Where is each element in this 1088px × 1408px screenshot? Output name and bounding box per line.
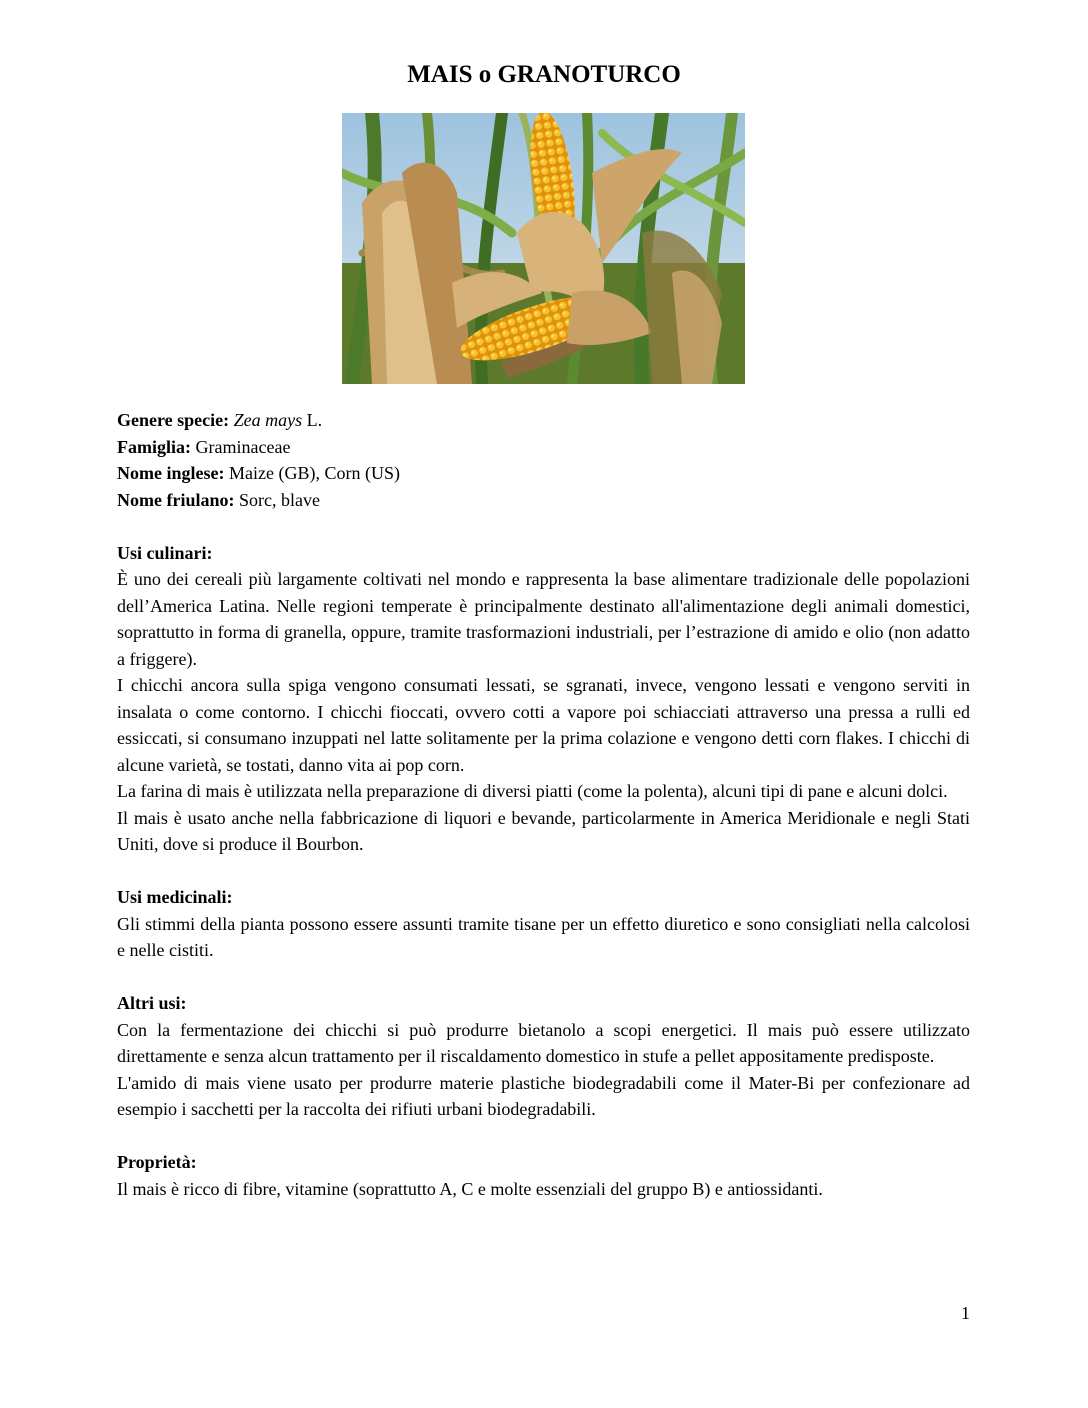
document-body [117,407,970,1202]
page-title: MAIS o GRANOTURCO [407,61,681,88]
paragraph: La farina di mais è utilizzata nella preparazione di diversi piatti (come la polenta), alcuni tipi di pane e alcuni dolci. [117,781,948,801]
meta-friulano-label: Nome friulano: [117,489,235,510]
meta-friulano-value: Sorc, blave [234,489,320,510]
meta-inglese [117,460,970,487]
section-heading: Usi medicinali: [117,887,233,907]
corn-photo [342,113,745,384]
section-heading: Usi culinari: [117,542,213,563]
meta-friulano [117,487,970,514]
meta-inglese-value: Maize (GB), Corn (US) [224,463,400,483]
paragraph: L'amido di mais viene usato per produrre materie plastiche biodegradabili come il Mater-Bi per confezionare ad esempio i sacchetti per la raccolta dei rifiuti urbani biodegradabili. [117,1072,970,1119]
paragraph: Con la fermentazione dei chicchi si può produrre bietanolo a scopi energetici. Il mais può essere utilizzato direttamente e senza alcun trattamento per il riscaldamento domestico in stufe a pellet appositamente predisposte. [117,1019,970,1066]
paragraph: Il mais è usato anche nella fabbricazione di liquori e bevande, particolarmente in America Meridionale e negli Stati Uniti, dove si produce il Bourbon. [117,807,970,854]
paragraph: I chicchi ancora sulla spiga vengono consumati lessati, se sgranati, invece, vengono lessati e vengono serviti in insalata o come contorno. I chicchi fioccati, ovvero cotti a vapore poi schiacciati attraverso una pressa a rulli ed essiccati, si consumano inzuppati nel latte solitamente per la prima colazione e vengono detti corn flakes. I chicchi di alcune varietà, se tostati, danno vita ai pop corn. [117,675,970,775]
meta-genere [117,407,970,434]
meta-genere-italic: Zea mays [233,410,303,430]
meta-inglese-label: Nome inglese: [117,463,225,483]
meta-famiglia [117,434,970,461]
meta-famiglia-value: Graminaceae [191,436,291,457]
meta-genere-rest: L. [302,410,323,430]
page-number: 1 [961,1303,970,1323]
paragraph: È uno dei cereali più largamente coltivati nel mondo e rappresenta la base alimentare tradizionale delle popolazioni dell’America Latina. Nelle regioni temperate è principalmente destinato all'alimentazione degli animali domestici, soprattutto in forma di granella, oppure, tramite trasformazioni industriali, per l’estrazione di amido e olio (non adatto a friggere). [117,569,970,669]
section-heading: Proprietà: [117,1152,197,1172]
section-altri-usi [117,990,970,1123]
paragraph: Gli stimmi della pianta possono essere assunti tramite tisane per un effetto diuretico e sono consigliati nella calcolosi e nelle cistiti. [117,913,970,960]
section-usi-culinari [117,540,970,858]
section-usi-medicinali [117,884,970,964]
section-heading: Altri usi: [117,993,187,1013]
paragraph: Il mais è ricco di fibre, vitamine (soprattutto A, C e molte essenziali del gruppo B) e antiossidanti. [117,1178,823,1199]
section-proprieta [117,1149,970,1202]
meta-famiglia-label: Famiglia: [117,436,191,457]
meta-genere-label: Genere specie: [117,410,230,430]
